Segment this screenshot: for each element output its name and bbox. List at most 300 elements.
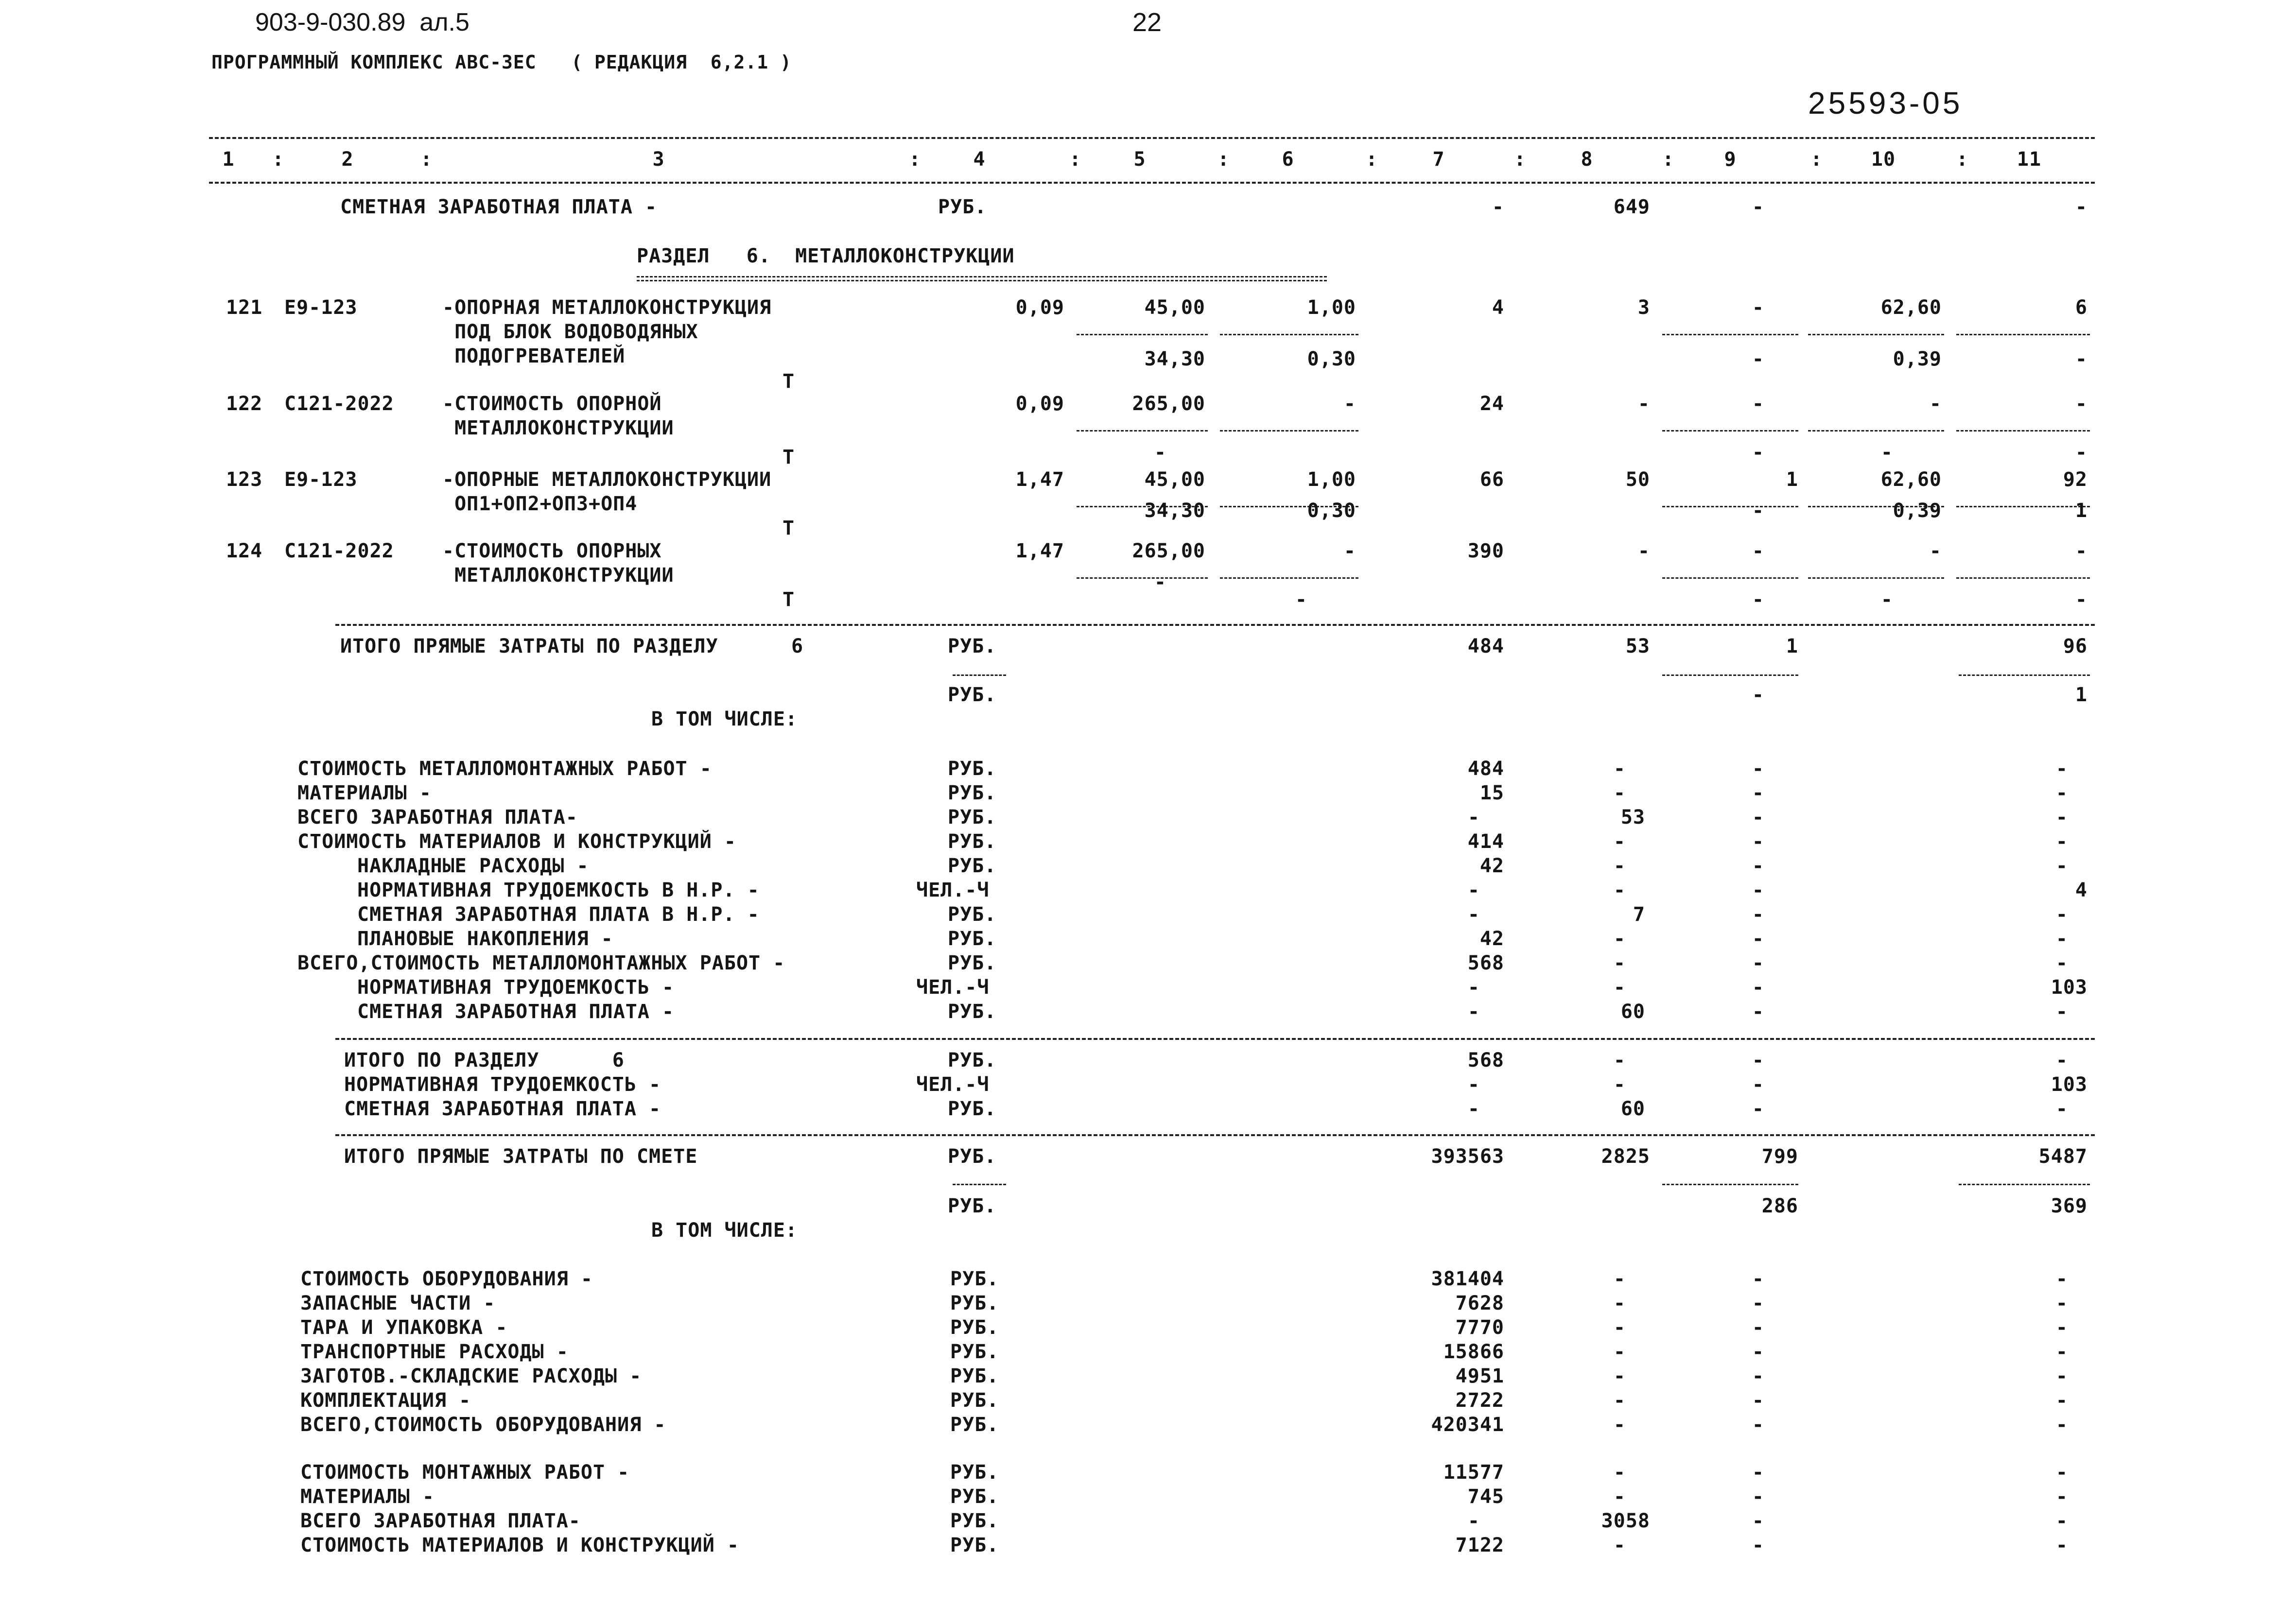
equipment-breakdown-label: ЗАГОТОВ.-СКЛАДСКИЕ РАСХОДЫ - (300, 1365, 642, 1387)
cell-col8: - (1613, 1414, 1626, 1436)
cell-col10-sub: - (1880, 441, 1893, 464)
cell-col6: - (1343, 540, 1356, 562)
sub-rule (1220, 430, 1358, 432)
cell-col9: - (1752, 393, 1764, 415)
summary-label: НОРМАТИВНАЯ ТРУДОЕМКОСТЬ - (344, 1073, 661, 1096)
cell-col8: - (1613, 1049, 1626, 1071)
estimate-total-rule (335, 1134, 2095, 1136)
item-number: 124 (226, 540, 263, 562)
cell-col11-sub: 1 (2075, 500, 2087, 522)
row-unit: РУБ. (948, 1195, 997, 1217)
breakdown-label: ПЛАНОВЫЕ НАКОПЛЕНИЯ - (357, 928, 613, 950)
breakdown-label: МАТЕРИАЛЫ - (297, 782, 432, 804)
cell-col9-sub: - (1752, 588, 1764, 611)
row-unit: РУБ. (948, 928, 997, 950)
row-label: СМЕТНАЯ ЗАРАБОТНАЯ ПЛАТА - (340, 196, 658, 218)
column-separator: : (420, 148, 433, 171)
item-code: Е9-123 (284, 468, 358, 491)
row-unit: РУБ. (948, 903, 997, 926)
breakdown-label: ВСЕГО,СТОИМОСТЬ МЕТАЛЛОМОНТАЖНЫХ РАБОТ - (297, 952, 785, 974)
column-separator: : (1662, 148, 1675, 171)
cell-col9: - (1752, 540, 1764, 562)
column-number: 5 (1133, 148, 1146, 171)
column-number: 7 (1432, 148, 1445, 171)
item-name-line: МЕТАЛЛОКОНСТРУКЦИИ (442, 564, 674, 587)
cell-col7: - (1467, 806, 1480, 829)
cell-col7: 484 (1467, 758, 1504, 780)
cell-col9: - (1752, 1486, 1764, 1508)
cell-col7: 7770 (1455, 1316, 1504, 1339)
column-separator: : (909, 148, 922, 171)
cell-col7: - (1467, 1073, 1480, 1096)
cell-col8: - (1613, 1461, 1626, 1484)
header-rule-bottom (209, 182, 2095, 184)
sub-rule (1956, 430, 2090, 432)
cell-col9: - (1752, 1292, 1764, 1314)
cell-col7: 11577 (1443, 1461, 1504, 1484)
cell-col11-sub: - (2075, 441, 2087, 464)
cell-col11: - (2055, 1268, 2068, 1290)
sub-rule (1956, 577, 2090, 579)
cell-col7: - (1467, 903, 1480, 926)
cell-col8: - (1613, 1389, 1626, 1412)
row-unit: РУБ. (948, 952, 997, 974)
row-unit: РУБ. (948, 635, 997, 657)
cell-col7: - (1492, 196, 1504, 218)
cell-col8: - (1613, 1365, 1626, 1387)
cell-col11: - (2055, 1461, 2068, 1484)
cell-col9: - (1752, 1073, 1764, 1096)
cell-col7: 2722 (1455, 1389, 1504, 1412)
row-unit: ЧЕЛ.-Ч (916, 976, 990, 999)
cell-col11: 103 (2051, 1073, 2087, 1096)
section-summary-rule (335, 1038, 2095, 1040)
sub-rule (1662, 577, 1798, 579)
cell-col5: 265,00 (1132, 540, 1205, 562)
column-number: 2 (341, 148, 354, 171)
cell-col11: - (2055, 855, 2068, 877)
row-unit: РУБ. (950, 1534, 999, 1556)
installation-breakdown-label: ВСЕГО ЗАРАБОТНАЯ ПЛАТА- (300, 1510, 581, 1532)
equipment-breakdown-label: ТРАНСПОРТНЫЕ РАСХОДЫ - (300, 1341, 569, 1363)
cell-col9: - (1752, 1049, 1764, 1071)
column-separator: : (1366, 148, 1378, 171)
cell-col9-sub: 286 (1761, 1195, 1798, 1217)
cell-col5: 45,00 (1144, 296, 1205, 319)
cell-col8: 3058 (1601, 1510, 1650, 1532)
cell-col9: - (1752, 782, 1764, 804)
item-t-marker: Т (783, 446, 795, 468)
installation-breakdown-label: СТОИМОСТЬ МОНТАЖНЫХ РАБОТ - (300, 1461, 630, 1484)
cell-col7: - (1467, 879, 1480, 901)
cell-col9: - (1752, 1389, 1764, 1412)
breakdown-label: НОРМАТИВНАЯ ТРУДОЕМКОСТЬ В Н.Р. - (357, 879, 760, 901)
column-number: 1 (222, 148, 235, 171)
cell-col7: 414 (1467, 830, 1504, 853)
sub-rule (1077, 430, 1208, 432)
breakdown-label: СТОИМОСТЬ МЕТАЛЛОМОНТАЖНЫХ РАБОТ - (297, 758, 712, 780)
item-code: С121-2022 (284, 393, 394, 415)
item-name-line: -ОПОРНЫЕ МЕТАЛЛОКОНСТРУКЦИИ (442, 468, 772, 491)
sub-rule (1077, 334, 1208, 335)
cell-col8: - (1613, 952, 1626, 974)
row-unit: РУБ. (948, 855, 997, 877)
cell-col6-sub: 0,30 (1307, 500, 1356, 522)
cell-col8: 60 (1620, 1001, 1645, 1023)
cell-col9: - (1752, 830, 1764, 853)
cell-col7: 381404 (1431, 1268, 1504, 1290)
equipment-breakdown-label: ТАРА И УПАКОВКА - (300, 1316, 508, 1339)
cell-col7: 7628 (1455, 1292, 1504, 1314)
cell-col11: - (2075, 196, 2087, 218)
sub-rule (1959, 1184, 2090, 1185)
column-separator: : (1810, 148, 1823, 171)
item-code: С121-2022 (284, 540, 394, 562)
cell-col10-sub: 0,39 (1893, 500, 1942, 522)
cell-col8: - (1613, 1341, 1626, 1363)
cell-col7: 7122 (1455, 1534, 1504, 1556)
breakdown-label: ВСЕГО ЗАРАБОТНАЯ ПЛАТА- (297, 806, 578, 829)
cell-col9: - (1752, 1365, 1764, 1387)
equipment-breakdown-label: ЗАПАСНЫЕ ЧАСТИ - (300, 1292, 496, 1314)
including-label: В ТОМ ЧИСЛЕ: (651, 1219, 798, 1242)
cell-col8: - (1613, 758, 1626, 780)
cell-col4: 0,09 (1015, 393, 1064, 415)
row-unit: РУБ. (948, 830, 997, 853)
item-t-marker: Т (783, 517, 795, 539)
row-unit: РУБ. (950, 1365, 999, 1387)
sub-rule (1662, 674, 1798, 676)
cell-col7: 15866 (1443, 1341, 1504, 1363)
cell-col9: - (1752, 758, 1764, 780)
row-unit: РУБ. (948, 758, 997, 780)
header-rule-top (209, 137, 2095, 139)
estimate-total-label: ИТОГО ПРЯМЫЕ ЗАТРАТЫ ПО СМЕТЕ (344, 1145, 698, 1168)
cell-col7: 745 (1467, 1486, 1504, 1508)
cell-col9: - (1752, 296, 1764, 319)
section-title: РАЗДЕЛ 6. МЕТАЛЛОКОНСТРУКЦИИ (637, 245, 1015, 267)
cell-col11: - (2055, 1098, 2068, 1120)
item-name-line: МЕТАЛЛОКОНСТРУКЦИИ (442, 417, 674, 439)
cell-col9: 1 (1786, 468, 1798, 491)
cell-col10: 62,60 (1880, 468, 1942, 491)
cell-col11: 6 (2075, 296, 2087, 319)
cell-col7: 568 (1467, 952, 1504, 974)
cell-col6: 1,00 (1307, 468, 1356, 491)
row-unit: РУБ. (938, 196, 987, 218)
column-separator: : (1514, 148, 1527, 171)
cell-col9: - (1752, 855, 1764, 877)
sub-rule (1808, 430, 1944, 432)
page-number: 22 (1132, 8, 1162, 37)
breakdown-label: СТОИМОСТЬ МАТЕРИАЛОВ И КОНСТРУКЦИЙ - (297, 830, 736, 853)
column-separator: : (1218, 148, 1230, 171)
cell-col11: - (2075, 393, 2087, 415)
cell-col8: - (1613, 830, 1626, 853)
cell-col11: - (2055, 903, 2068, 926)
cell-col11: 5487 (2038, 1145, 2087, 1168)
cell-col6: - (1343, 393, 1356, 415)
cell-col4: 1,47 (1015, 540, 1064, 562)
cell-col8: - (1613, 855, 1626, 877)
row-unit: РУБ. (948, 1098, 997, 1120)
program-title: ПРОГРАММНЫЙ КОМПЛЕКС АВС-3ЕС ( РЕДАКЦИЯ 6,2.1 ) (211, 52, 792, 73)
cell-col10: - (1929, 393, 1942, 415)
cell-col11: - (2055, 1316, 2068, 1339)
cell-col10-sub: - (1880, 588, 1893, 611)
archive-stamp: 25593-05 (1808, 86, 1963, 121)
cell-col4: 1,47 (1015, 468, 1064, 491)
cell-col11: 103 (2051, 976, 2087, 999)
cell-col9-sub: - (1752, 684, 1764, 706)
including-label: В ТОМ ЧИСЛЕ: (651, 708, 798, 730)
cell-col7: 15 (1479, 782, 1504, 804)
cell-col9: - (1752, 903, 1764, 926)
cell-col8: 60 (1620, 1098, 1645, 1120)
row-unit: ЧЕЛ.-Ч (916, 1073, 990, 1096)
cell-col8: - (1613, 1486, 1626, 1508)
cell-col6-sub: - (1295, 588, 1307, 611)
row-unit: РУБ. (948, 806, 997, 829)
cell-col9: - (1752, 1414, 1764, 1436)
cell-col9: - (1752, 1316, 1764, 1339)
cell-col11-sub: - (2075, 588, 2087, 611)
cell-col4: 0,09 (1015, 296, 1064, 319)
cell-col11: - (2055, 1049, 2068, 1071)
cell-col11: - (2055, 830, 2068, 853)
column-separator: : (1956, 148, 1969, 171)
item-name-line: -СТОИМОСТЬ ОПОРНЫХ (442, 540, 662, 562)
sub-rule (1662, 1184, 1798, 1185)
cell-col6: 1,00 (1307, 296, 1356, 319)
cell-col8: - (1637, 393, 1650, 415)
item-name-line: ПОД БЛОК ВОДОВОДЯНЫХ (442, 321, 698, 343)
sub-rule (1808, 334, 1944, 335)
cell-col5: 45,00 (1144, 468, 1205, 491)
item-number: 123 (226, 468, 263, 491)
cell-col8: 649 (1613, 196, 1650, 218)
cell-col7: 24 (1479, 393, 1504, 415)
cell-col7: 42 (1479, 928, 1504, 950)
cell-col9-sub: - (1752, 500, 1764, 522)
row-unit: РУБ. (948, 1001, 997, 1023)
cell-col11: - (2055, 1365, 2068, 1387)
cell-col8: - (1613, 1534, 1626, 1556)
cell-col11: 4 (2075, 879, 2087, 901)
summary-label: ИТОГО ПО РАЗДЕЛУ 6 (344, 1049, 625, 1071)
installation-breakdown-label: МАТЕРИАЛЫ - (300, 1486, 435, 1508)
equipment-breakdown-label: КОМПЛЕКТАЦИЯ - (300, 1389, 471, 1412)
sub-rule (1959, 674, 2090, 676)
cell-col11: - (2075, 540, 2087, 562)
sub-rule (1956, 334, 2090, 335)
row-unit: ЧЕЛ.-Ч (916, 879, 990, 901)
cell-col8: - (1613, 928, 1626, 950)
cell-col5-sub: 34,30 (1144, 500, 1205, 522)
row-unit: РУБ. (948, 782, 997, 804)
column-number: 10 (1871, 148, 1896, 171)
cell-col7: 4 (1492, 296, 1504, 319)
cell-col9: - (1752, 1510, 1764, 1532)
column-separator: : (1069, 148, 1082, 171)
cell-col9-sub: - (1752, 441, 1764, 464)
cell-col8: - (1613, 782, 1626, 804)
column-separator: : (272, 148, 285, 171)
cell-col8: 3 (1637, 296, 1650, 319)
item-name-line: -ОПОРНАЯ МЕТАЛЛОКОНСТРУКЦИЯ (442, 296, 772, 319)
column-number: 3 (652, 148, 665, 171)
cell-col5-sub: - (1154, 441, 1166, 464)
cell-col5-sub: - (1154, 571, 1166, 593)
cell-col9: - (1752, 976, 1764, 999)
cell-col9-sub: - (1752, 348, 1764, 370)
cell-col9: - (1752, 1268, 1764, 1290)
breakdown-label: НАКЛАДНЫЕ РАСХОДЫ - (357, 855, 589, 877)
cell-col9: - (1752, 196, 1764, 218)
cell-col7: - (1467, 1001, 1480, 1023)
cell-col11: 92 (2063, 468, 2087, 491)
equipment-breakdown-label: ВСЕГО,СТОИМОСТЬ ОБОРУДОВАНИЯ - (300, 1414, 666, 1436)
item-name-line: ПОДОГРЕВАТЕЛЕЙ (442, 345, 626, 367)
cell-col7: 66 (1479, 468, 1504, 491)
row-unit: РУБ. (950, 1316, 999, 1339)
cell-col7: - (1467, 1510, 1480, 1532)
column-number: 9 (1724, 148, 1737, 171)
cell-col7: - (1467, 976, 1480, 999)
cell-col9: - (1752, 1098, 1764, 1120)
item-number: 121 (226, 296, 263, 319)
cell-col9: - (1752, 1341, 1764, 1363)
sub-rule (1220, 577, 1358, 579)
cell-col8: 53 (1625, 635, 1650, 657)
cell-col11: - (2055, 1001, 2068, 1023)
cell-col11: - (2055, 758, 2068, 780)
column-number: 6 (1282, 148, 1294, 171)
cell-col7: - (1467, 1098, 1480, 1120)
row-unit: РУБ. (950, 1341, 999, 1363)
section-total-rule (335, 624, 2095, 626)
cell-col10: 62,60 (1880, 296, 1942, 319)
section-total-label: ИТОГО ПРЯМЫЕ ЗАТРАТЫ ПО РАЗДЕЛУ 6 (340, 635, 804, 657)
cell-col9: - (1752, 1001, 1764, 1023)
cell-col5: 265,00 (1132, 393, 1205, 415)
cell-col11-sub: - (2075, 348, 2087, 370)
cell-col8: - (1613, 1292, 1626, 1314)
item-t-marker: Т (783, 588, 795, 611)
column-number: 11 (2017, 148, 2042, 171)
cell-col10: - (1929, 540, 1942, 562)
sub-rule (1662, 334, 1798, 335)
column-number: 4 (973, 148, 986, 171)
row-unit: РУБ. (950, 1414, 999, 1436)
cell-col11: - (2055, 1341, 2068, 1363)
row-unit: РУБ. (948, 1049, 997, 1071)
sub-rule (1662, 430, 1798, 432)
cell-col7: 42 (1479, 855, 1504, 877)
cell-col11: - (2055, 1389, 2068, 1412)
cell-col7: 393563 (1431, 1145, 1504, 1168)
cell-col9: - (1752, 879, 1764, 901)
row-unit: РУБ. (948, 1145, 997, 1168)
cell-col11: - (2055, 1510, 2068, 1532)
column-number: 8 (1581, 148, 1593, 171)
cell-col8: 50 (1625, 468, 1650, 491)
cell-col8: - (1613, 1073, 1626, 1096)
cell-col8: 2825 (1601, 1145, 1650, 1168)
cell-col9: - (1752, 928, 1764, 950)
breakdown-label: СМЕТНАЯ ЗАРАБОТНАЯ ПЛАТА В Н.Р. - (357, 903, 760, 926)
breakdown-label: НОРМАТИВНАЯ ТРУДОЕМКОСТЬ - (357, 976, 675, 999)
cell-col7: 568 (1467, 1049, 1504, 1071)
item-name-line: -СТОИМОСТЬ ОПОРНОЙ (442, 393, 662, 415)
cell-col9: - (1752, 952, 1764, 974)
cell-col11: - (2055, 1414, 2068, 1436)
cell-col8: - (1613, 1316, 1626, 1339)
item-name-line: ОП1+ОП2+ОП3+ОП4 (442, 493, 638, 515)
cell-col11: - (2055, 806, 2068, 829)
cell-col11: - (2055, 1534, 2068, 1556)
cell-col11-sub: 1 (2075, 684, 2087, 706)
unit-rule (953, 674, 1006, 676)
cell-col7: 420341 (1431, 1414, 1504, 1436)
cell-col11-sub: 369 (2051, 1195, 2087, 1217)
cell-col8: 7 (1633, 903, 1645, 926)
cell-col11: - (2055, 952, 2068, 974)
cell-col11: - (2055, 928, 2068, 950)
cell-col10-sub: 0,39 (1893, 348, 1942, 370)
row-unit: РУБ. (948, 684, 997, 706)
cell-col9: 799 (1761, 1145, 1798, 1168)
cell-col8: - (1613, 879, 1626, 901)
cell-col7: 484 (1467, 635, 1504, 657)
cell-col7: 4951 (1455, 1365, 1504, 1387)
cell-col8: 53 (1620, 806, 1645, 829)
cell-col11: - (2055, 1486, 2068, 1508)
cell-col11: - (2055, 782, 2068, 804)
item-code: Е9-123 (284, 296, 358, 319)
document-reference: 903-9-030.89 ал.5 (255, 8, 470, 36)
item-t-marker: Т (783, 370, 795, 393)
installation-breakdown-label: СТОИМОСТЬ МАТЕРИАЛОВ И КОНСТРУКЦИЙ - (300, 1534, 739, 1556)
sub-rule (1808, 577, 1944, 579)
cell-col11: - (2055, 1292, 2068, 1314)
breakdown-label: СМЕТНАЯ ЗАРАБОТНАЯ ПЛАТА - (357, 1001, 675, 1023)
cell-col8: - (1637, 540, 1650, 562)
row-unit: РУБ. (950, 1461, 999, 1484)
cell-col9: 1 (1786, 635, 1798, 657)
cell-col8: - (1613, 976, 1626, 999)
item-number: 122 (226, 393, 263, 415)
row-unit: РУБ. (950, 1292, 999, 1314)
row-unit: РУБ. (950, 1268, 999, 1290)
row-unit: РУБ. (950, 1510, 999, 1532)
section-title-underline (637, 276, 1327, 281)
sub-rule (1220, 334, 1358, 335)
row-unit: РУБ. (950, 1389, 999, 1412)
cell-col9: - (1752, 806, 1764, 829)
summary-label: СМЕТНАЯ ЗАРАБОТНАЯ ПЛАТА - (344, 1098, 661, 1120)
cell-col6-sub: 0,30 (1307, 348, 1356, 370)
cell-col9: - (1752, 1534, 1764, 1556)
row-unit: РУБ. (950, 1486, 999, 1508)
cell-col11: 96 (2063, 635, 2087, 657)
cell-col9: - (1752, 1461, 1764, 1484)
cell-col5-sub: 34,30 (1144, 348, 1205, 370)
unit-rule (953, 1184, 1006, 1185)
cell-col7: 390 (1467, 540, 1504, 562)
cell-col8: - (1613, 1268, 1626, 1290)
equipment-breakdown-label: СТОИМОСТЬ ОБОРУДОВАНИЯ - (300, 1268, 593, 1290)
